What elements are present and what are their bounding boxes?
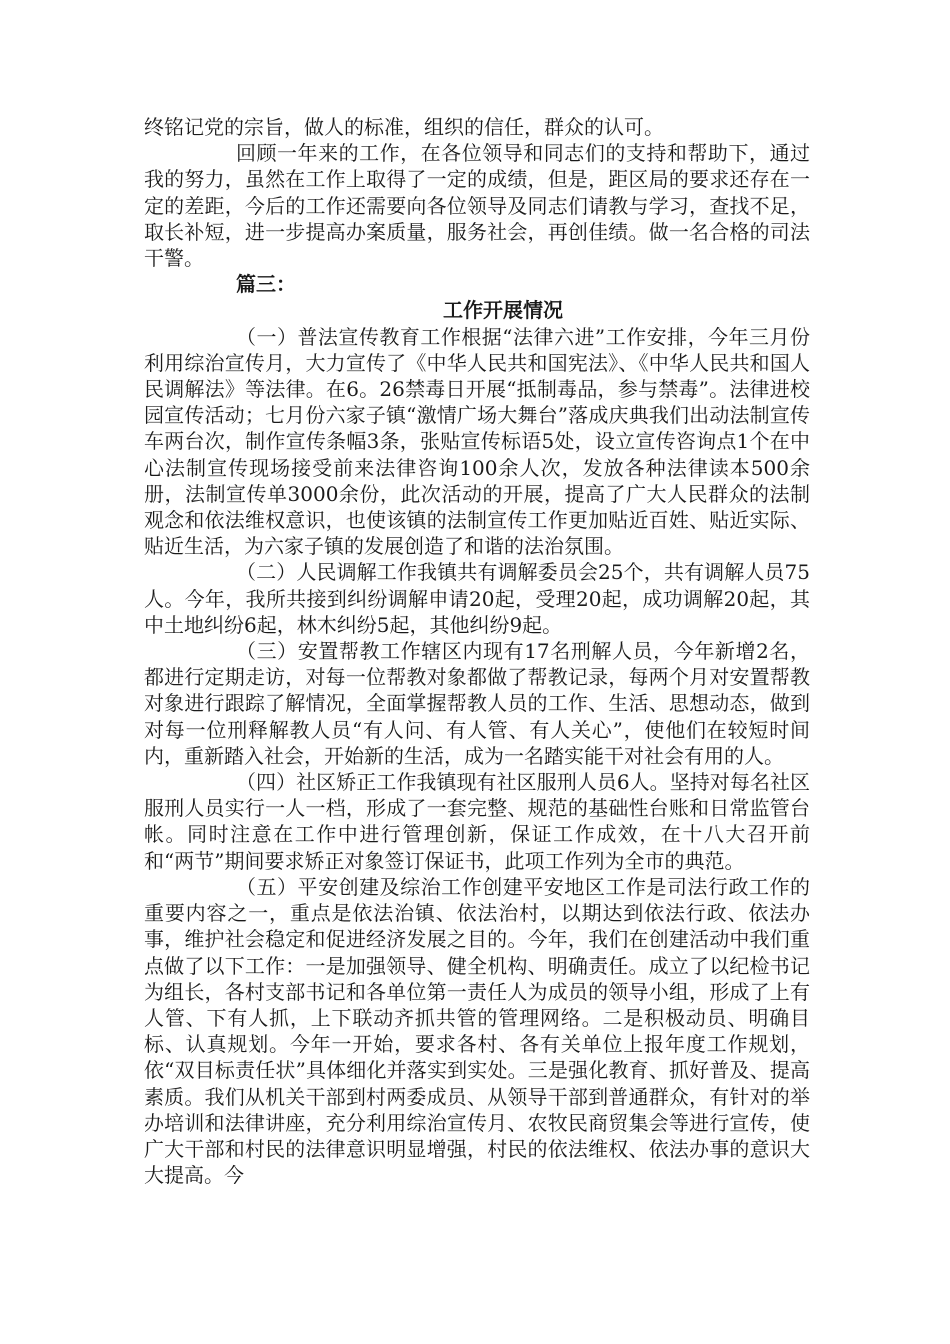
paragraph-safety-construction: （五）平安创建及综治工作创建平安地区工作是司法行政工作的重要内容之一，重点是依法治镇、依法治村，以期达到依法行政、依法办事，维护社会稳定和促进经济发展之目的。今年，我们在创建活动中我们重点做了以下工作：一是加强领导、健全机构、明确责任。成立了以纪检书记为组长，各村支部书记和各单位第一责任人为成员的领导小组，形成了上有人管、下有人抓，上下联动齐抓共管的管理网络。二是积极动员、明确目标、认真规划。今年一开始，要求各村、各有关单位上报年度工作规划，依“双目标责任状”具体细化并落实到实处。三是强化教育、抓好普及、提高素质。我们从机关干部到村两委成员、从领导干部到普通群众，有针对的举办培训和法律讲座，充分利用综治宣传月、农牧民商贸集会等进行宣传，使广大干部和村民的法律意识明显增强，村民的依法维权、依法办事的意识大大提高。今 <box>144 874 810 1188</box>
paragraph-resettlement: （三）安置帮教工作辖区内现有17名刑解人员，今年新增2名，都进行定期走访，对每一位帮教对象都做了帮教记录，每两个月对安置帮教对象进行跟踪了解情况，全面掌握帮教人员的工作、生活、思想动态，做到对每一位刑释解教人员“有人问、有人管、有人关心”，使他们在较短时间内，重新踏入社会，开始新的生活，成为一名踏实能干对社会有用的人。 <box>144 639 810 768</box>
paragraph-community-correction: （四）社区矫正工作我镇现有社区服刑人员6人。坚持对每名社区服刑人员实行一人一档，形成了一套完整、规范的基础性台账和日常监管台帐。同时注意在工作中进行管理创新，保证工作成效，在十八大召开前和“两节”期间要求矫正对象签订保证书，此项工作列为全市的典范。 <box>144 770 810 873</box>
intro-paragraph: 终铭记党的宗旨，做人的标准，组织的信任，群众的认可。 <box>144 115 664 139</box>
review-paragraph: 回顾一年来的工作，在各位领导和同志们的支持和帮助下，通过我的努力，虽然在工作上取得了一定的成绩，但是，距区局的要求还存在一定的差距，今后的工作还需要向各位领导及同志们请教与学习，查找不足，取长补短，进一步提高办案质量，服务社会，再创佳绩。做一名合格的司法干警。 <box>144 141 810 271</box>
document-title: 工作开展情况 <box>443 298 563 323</box>
document-page <box>144 114 810 1188</box>
section-label: 篇三： <box>236 272 296 297</box>
paragraph-mediation: （二）人民调解工作我镇共有调解委员会25个，共有调解人员75人。今年，我所共接到纠纷调解申请20起，受理20起，成功调解20起，其中土地纠纷6起，林木纠纷5起，其他纠纷9起。 <box>144 560 810 637</box>
paragraph-legal-education: （一）普法宣传教育工作根据“法律六进”工作安排，今年三月份利用综治宣传月，大力宣传了《中华人民共和国宪法》、《中华人民共和国人民调解法》等法律。在6。26禁毒日开展“抵制毒品，参与禁毒”。法律进校园宣传活动；七月份六家子镇“激情广场大舞台”落成庆典我们出动法制宣传车两台次，制作宣传条幅3条，张贴宣传标语5处，设立宣传咨询点1个在中心法制宣传现场接受前来法律咨询100余人次，发放各种法律读本500余册，法制宣传单3000余份，此次活动的开展，提高了广大人民群众的法制观念和依法维权意识，也使该镇的法制宣传工作更加贴近百姓、贴近实际、贴近生活，为六家子镇的发展创造了和谐的法治氛围。 <box>144 324 810 559</box>
